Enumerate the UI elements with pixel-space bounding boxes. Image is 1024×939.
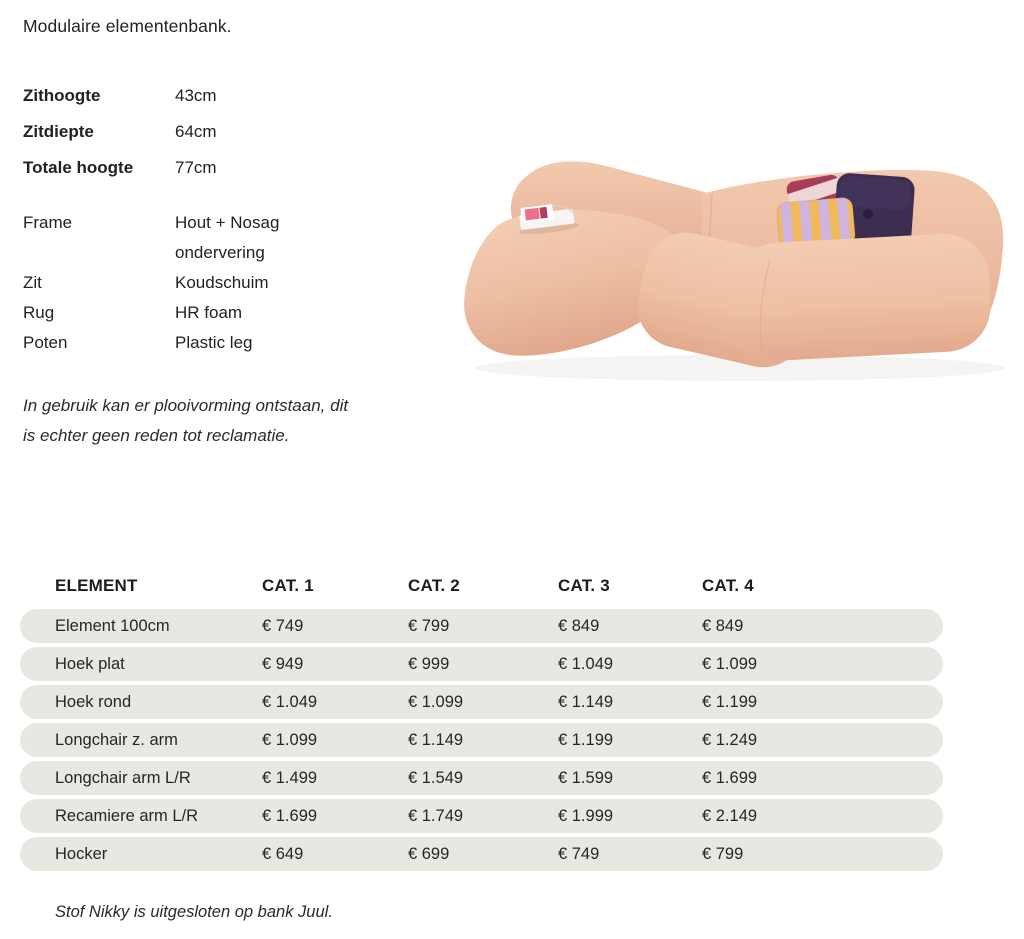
element-name: Longchair arm L/R	[55, 768, 191, 787]
price-cat4: € 2.149	[702, 806, 758, 825]
price-cat2: € 799	[408, 616, 450, 635]
table-row	[20, 647, 943, 681]
table-row	[20, 837, 943, 871]
price-cat1: € 1.699	[262, 806, 318, 825]
price-cat3: € 1.599	[558, 768, 614, 787]
price-cat1: € 1.049	[262, 692, 318, 711]
price-table	[20, 575, 943, 875]
dimension-label: Zitdiepte	[23, 122, 94, 141]
header-cat3: CAT. 3	[558, 576, 610, 595]
price-cat4: € 1.099	[702, 654, 758, 673]
dimension-value: 43cm	[175, 86, 217, 105]
price-cat1: € 1.499	[262, 768, 318, 787]
price-cat3: € 1.049	[558, 654, 614, 673]
price-cat1: € 749	[262, 616, 304, 635]
price-cat4: € 799	[702, 844, 744, 863]
usage-note: In gebruik kan er plooivorming ontstaan, dit is echter geen reden tot reclamatie.	[23, 396, 349, 445]
price-cat2: € 999	[408, 654, 450, 673]
price-cat2: € 1.099	[408, 692, 464, 711]
price-cat3: € 849	[558, 616, 600, 635]
element-name: Hocker	[55, 844, 108, 863]
price-cat3: € 1.199	[558, 730, 614, 749]
dimension-row	[23, 150, 217, 186]
material-row	[23, 268, 423, 298]
material-row	[23, 298, 423, 328]
material-label: Poten	[23, 333, 68, 352]
dimension-row	[23, 78, 217, 114]
dimensions-list	[23, 78, 217, 186]
price-cat1: € 1.099	[262, 730, 318, 749]
material-value: HR foam	[175, 303, 243, 322]
material-label: Frame	[23, 213, 73, 232]
material-row	[23, 328, 423, 358]
materials-list	[23, 208, 423, 358]
element-name: Recamiere arm L/R	[55, 806, 199, 825]
table-row	[20, 685, 943, 719]
dimension-label: Zithoogte	[23, 86, 101, 105]
dimension-row	[23, 114, 217, 150]
header-cat2: CAT. 2	[408, 576, 460, 595]
header-cat4: CAT. 4	[702, 576, 754, 595]
price-cat2: € 699	[408, 844, 450, 863]
price-cat1: € 949	[262, 654, 304, 673]
table-row	[20, 609, 943, 643]
price-cat3: € 1.149	[558, 692, 614, 711]
price-cat4: € 1.249	[702, 730, 758, 749]
table-row	[20, 761, 943, 795]
price-cat4: € 849	[702, 616, 744, 635]
price-cat3: € 1.999	[558, 806, 614, 825]
element-name: Longchair z. arm	[55, 730, 178, 749]
dimension-value: 77cm	[175, 158, 217, 177]
table-row	[20, 723, 943, 757]
material-label: Rug	[23, 303, 55, 322]
price-cat2: € 1.149	[408, 730, 464, 749]
material-label: Zit	[23, 273, 42, 292]
fabric-footnote: Stof Nikky is uitgesloten op bank Juul.	[55, 903, 333, 921]
sofa-illustration	[440, 150, 1024, 390]
element-name: Element 100cm	[55, 616, 170, 635]
price-cat2: € 1.549	[408, 768, 464, 787]
material-value: Plastic leg	[175, 333, 253, 352]
page-title: Modulaire elementenbank.	[23, 16, 232, 36]
table-row	[20, 799, 943, 833]
material-row	[23, 208, 423, 268]
sofa-right-seat	[732, 232, 993, 363]
header-element: ELEMENT	[55, 576, 138, 595]
price-cat4: € 1.699	[702, 768, 758, 787]
price-cat3: € 749	[558, 844, 600, 863]
dimension-label: Totale hoogte	[23, 158, 134, 177]
price-cat4: € 1.199	[702, 692, 758, 711]
sofa-product-image	[440, 150, 1024, 390]
dimension-value: 64cm	[175, 122, 217, 141]
material-value: Koudschuim	[175, 273, 269, 292]
price-table-header	[20, 575, 943, 597]
price-cat2: € 1.749	[408, 806, 464, 825]
header-cat1: CAT. 1	[262, 576, 314, 595]
price-cat1: € 649	[262, 844, 304, 863]
element-name: Hoek rond	[55, 692, 132, 711]
element-name: Hoek plat	[55, 654, 125, 673]
material-value: Hout + Nosag ondervering	[175, 213, 280, 262]
